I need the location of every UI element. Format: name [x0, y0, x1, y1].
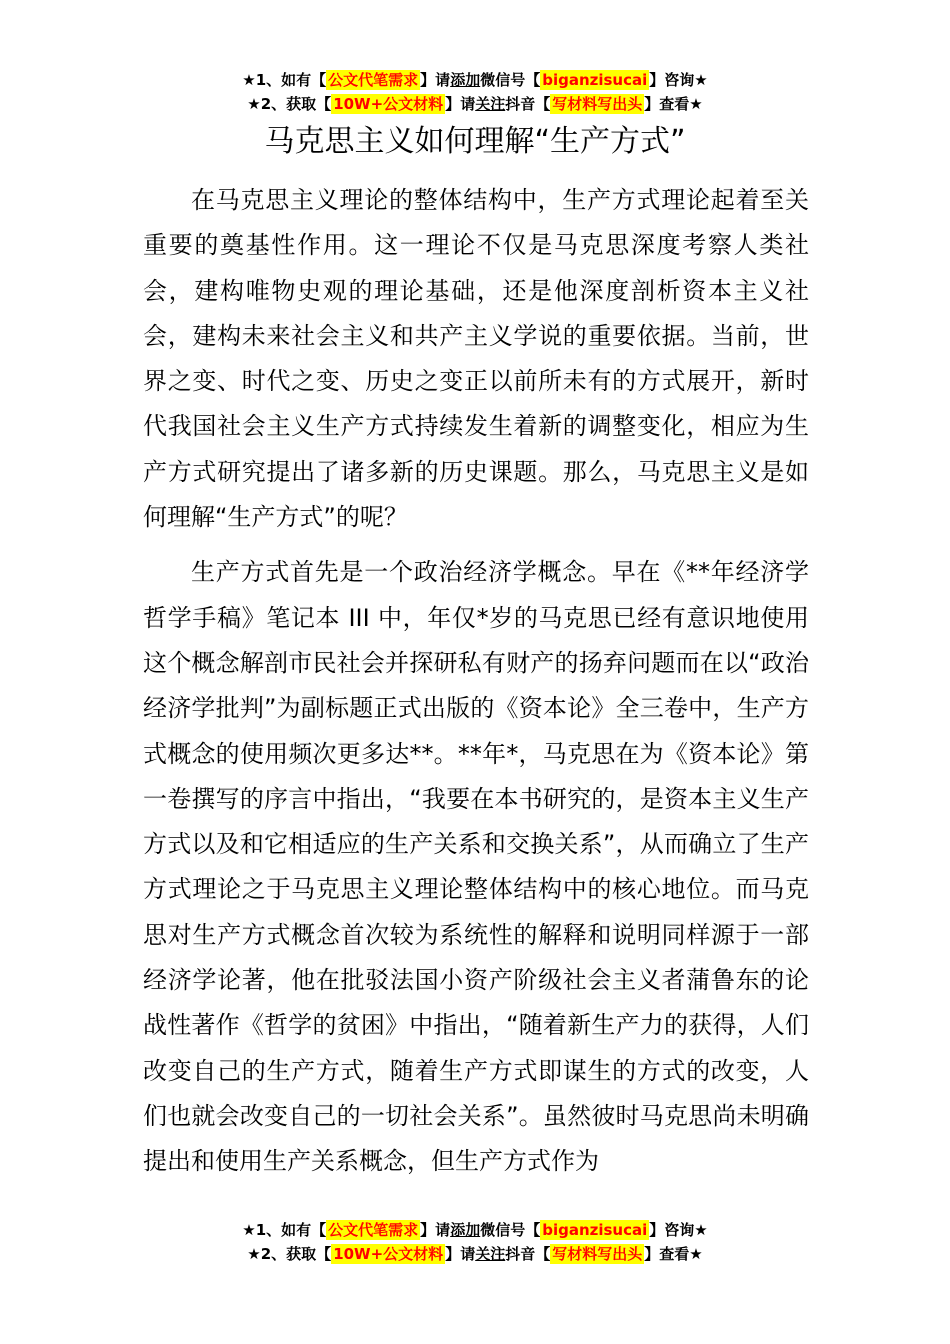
banner-highlight: biganzisucai — [542, 1221, 648, 1239]
banner-highlight: 写材料写出头 — [552, 1245, 643, 1263]
bottom-banner — [0, 1218, 950, 1266]
banner-text: 】请 — [420, 1221, 451, 1239]
banner-emphasis: 添加 — [450, 1221, 481, 1239]
document-title: 马克思主义如何理解“生产方式” — [264, 124, 686, 159]
banner-text: 】查看★ — [644, 95, 703, 113]
banner-text: 】请 — [445, 1245, 476, 1263]
banner-text: 抖音【 — [505, 95, 551, 113]
banner-highlight: 写材料写出头 — [552, 95, 643, 113]
banner-text: 】请 — [420, 71, 451, 89]
banner-emphasis: 关注 — [475, 1245, 506, 1263]
banner-line-1 — [0, 1218, 950, 1242]
paragraph: 生产方式首先是一个政治经济学概念。早在《**年经济学哲学手稿》笔记本 III 中，年仅*岁的马克思已经有意识地使用这个概念解剖市民社会并探研私有财产的扬弃问题而在以“政治经济学批判”为副标题正式出版的《资本论》全三卷中，生产方式概念的使用频次更多达**。**年*，马克思在为《资本论》第一卷撰写的序言中指出，“我要在本书研究的，是资本主义生产方式以及和它相适应的生产关系和交换关系”，从而确立了生产方式理论之于马克思主义理论整体结构中的核心地位。而马克思对生产方式概念首次较为系统性的解释和说明同样源于一部经济学论著，他在批驳法国小资产阶级社会主义者蒲鲁东的论战性著作《哲学的贫困》中指出，“随着新生产力的获得，人们改变自己的生产方式，随着生产方式即谋生的方式的改变，人们也就会改变自己的一切社会关系”。虽然彼时马克思尚未明确提出和使用生产关系概念，但生产方式作为 — [143, 558, 809, 1176]
banner-line-2 — [0, 1242, 950, 1266]
banner-emphasis: 关注 — [475, 95, 506, 113]
banner-highlight: 公文代笔需求 — [328, 1221, 419, 1239]
top-banner — [0, 68, 950, 116]
banner-text: 微信号【 — [480, 1221, 541, 1239]
banner-text: 微信号【 — [480, 71, 541, 89]
banner-line-2 — [0, 92, 950, 116]
banner-text: 】咨询★ — [649, 71, 708, 89]
banner-text: 抖音【 — [505, 1245, 551, 1263]
banner-highlight: biganzisucai — [542, 71, 648, 89]
document-body — [143, 178, 809, 1195]
paragraph: 在马克思主义理论的整体结构中，生产方式理论起着至关重要的奠基性作用。这一理论不仅是马克思深度考察人类社会，建构唯物史观的理论基础，还是他深度剖析资本主义社会，建构未来社会主义和共产主义学说的重要依据。当前，世界之变、时代之变、历史之变正以前所未有的方式展开，新时代我国社会主义生产方式持续发生着新的调整变化，相应为生产方式研究提出了诸多新的历史课题。那么，马克思主义是如何理解“生产方式”的呢？ — [143, 186, 809, 532]
banner-highlight: 公文代笔需求 — [328, 71, 419, 89]
banner-text: ★2、获取【 — [247, 95, 332, 113]
banner-emphasis: 添加 — [450, 71, 481, 89]
banner-highlight: 10W+公文材料 — [333, 95, 444, 113]
banner-highlight: 10W+公文材料 — [333, 1245, 444, 1263]
banner-text: 】咨询★ — [649, 1221, 708, 1239]
banner-text: 】查看★ — [644, 1245, 703, 1263]
banner-text: ★2、获取【 — [247, 1245, 332, 1263]
banner-text: ★1、如有【 — [242, 71, 327, 89]
banner-line-1 — [0, 68, 950, 92]
banner-text: 】请 — [445, 95, 476, 113]
banner-text: ★1、如有【 — [242, 1221, 327, 1239]
